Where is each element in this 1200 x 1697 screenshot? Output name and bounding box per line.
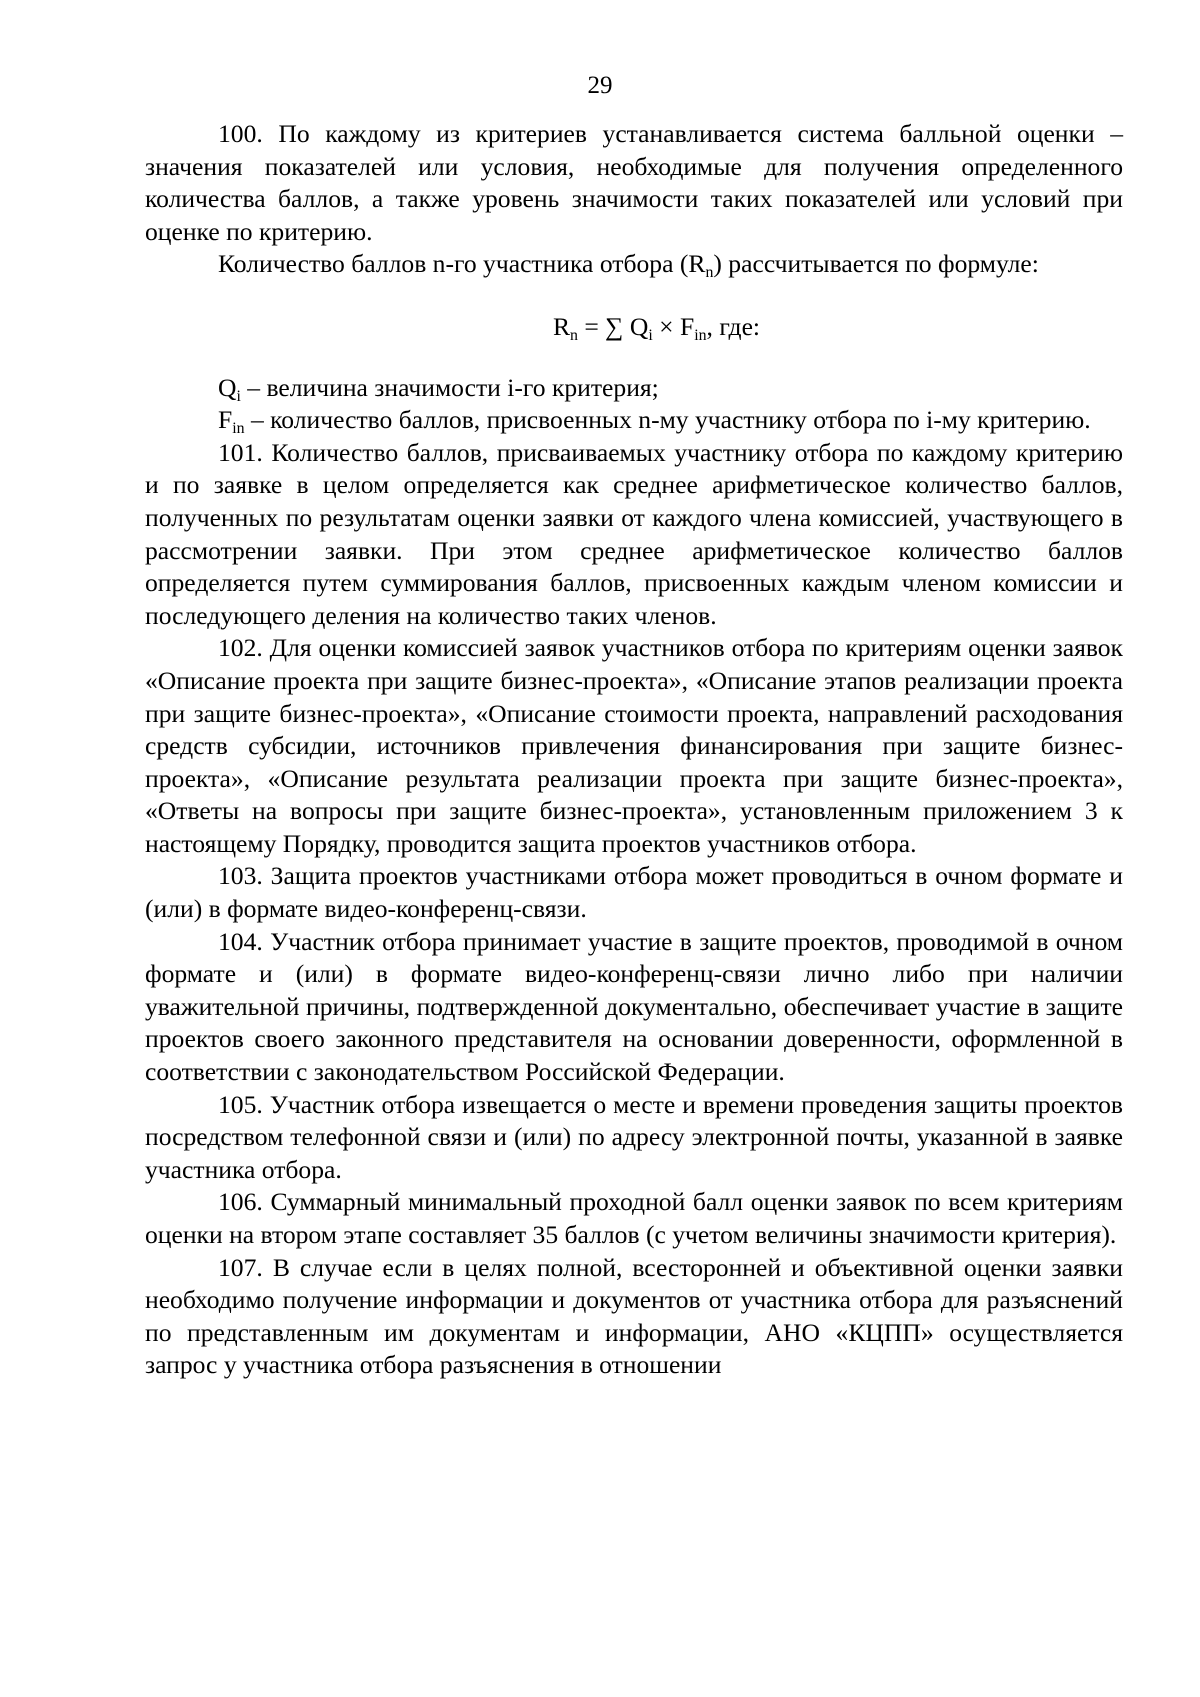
formula-f-subscript: in bbox=[694, 327, 707, 345]
paragraph-104: 104. Участник отбора принимает участие в защите проектов, проводимой в очном формате и (или) в формате видео-конференц-связи лично либо при наличии уважительной причины, подтвержденной документально, обеспечивает участие в защите проектов своего законного представителя на основании доверенности, оформленной в соответствии с законодательством Российской Федерации. bbox=[145, 926, 1123, 1087]
paragraph-103: 103. Защита проектов участниками отбора может проводиться в очном формате и (или) в формате видео-конференц-связи. bbox=[145, 861, 1123, 924]
formula-equals-sum-q: = ∑ Q bbox=[577, 311, 649, 341]
formula-times-f: × F bbox=[652, 311, 695, 341]
formula-tail: , где: bbox=[706, 311, 761, 341]
paragraph-101: 101. Количество баллов, присваиваемых участнику отбора по каждому критерию и по заявке в целом определяется как среднее арифметическое количество баллов, полученных по результатам оценки заявки от каждого члена комиссией, участвующего в рассмотрении заявки. При этом среднее арифметическое количество баллов определяется путем суммирования баллов, присвоенных каждым членом комиссии и последующего деления на количество таких членов. bbox=[145, 437, 1123, 630]
definition-f-subscript: in bbox=[232, 420, 245, 438]
score-count-text-start: Количество баллов n-го участника отбора (R bbox=[218, 249, 706, 279]
definition-q-symbol: Q bbox=[218, 372, 237, 402]
definition-q-text: – величина значимости i-го критерия; bbox=[240, 372, 659, 402]
paragraph-score-count bbox=[145, 248, 1123, 281]
formula-r: R bbox=[552, 311, 571, 341]
paragraph-105: 105. Участник отбора извещается о месте и времени проведения защиты проектов посредством телефонной связи и (или) по адресу электронной почты, указанной в заявке участника отбора. bbox=[145, 1089, 1123, 1184]
definition-f-symbol: F bbox=[218, 405, 233, 435]
definition-q-subscript: i bbox=[236, 387, 241, 405]
definition-f-text: – количество баллов, присвоенных n-му участнику отбора по i-му критерию. bbox=[244, 405, 1091, 435]
score-formula bbox=[145, 311, 1123, 344]
formula-q-subscript: i bbox=[648, 327, 653, 345]
page-number: 29 bbox=[587, 72, 613, 99]
definition-q bbox=[145, 372, 1123, 405]
paragraph-100: 100. По каждому из критериев устанавливается система балльной оценки – значения показателей или условия, необходимые для получения определенного количества баллов, а также уровень значимости таких показателей или условий при оценке по критерию. bbox=[145, 119, 1123, 246]
score-count-subscript: n bbox=[705, 264, 714, 282]
paragraph-102: 102. Для оценки комиссией заявок участников отбора по критериям оценки заявок «Описание проекта при защите бизнес-проекта», «Описание этапов реализации проекта при защите бизнес-проекта», «Описание стоимости проекта, направлений расходования средств субсидии, источников привлечения финансирования при защите бизнес-проекта», «Описание результата реализации проекта при защите бизнес-проекта», «Ответы на вопросы при защите бизнес-проекта», установленным приложением 3 к настоящему Порядку, проводится защита проектов участников отбора. bbox=[145, 633, 1123, 858]
paragraph-107: 107. В случае если в целях полной, всесторонней и объективной оценки заявки необходимо получение информации и документов от участника отбора для разъяснений по представленным им документам и информации, АНО «КЦПП» осуществляется запрос у участника отбора разъяснения в отношении bbox=[145, 1252, 1123, 1380]
paragraph-106: 106. Суммарный минимальный проходной балл оценки заявок по всем критериям оценки на втором этапе составляет 35 баллов (с учетом величины значимости критерия). bbox=[145, 1187, 1123, 1249]
definition-f bbox=[145, 404, 1123, 437]
document-body bbox=[145, 118, 1123, 1382]
score-count-text-end: ) рассчитывается по формуле: bbox=[713, 249, 1039, 279]
formula-r-subscript: n bbox=[570, 327, 578, 345]
